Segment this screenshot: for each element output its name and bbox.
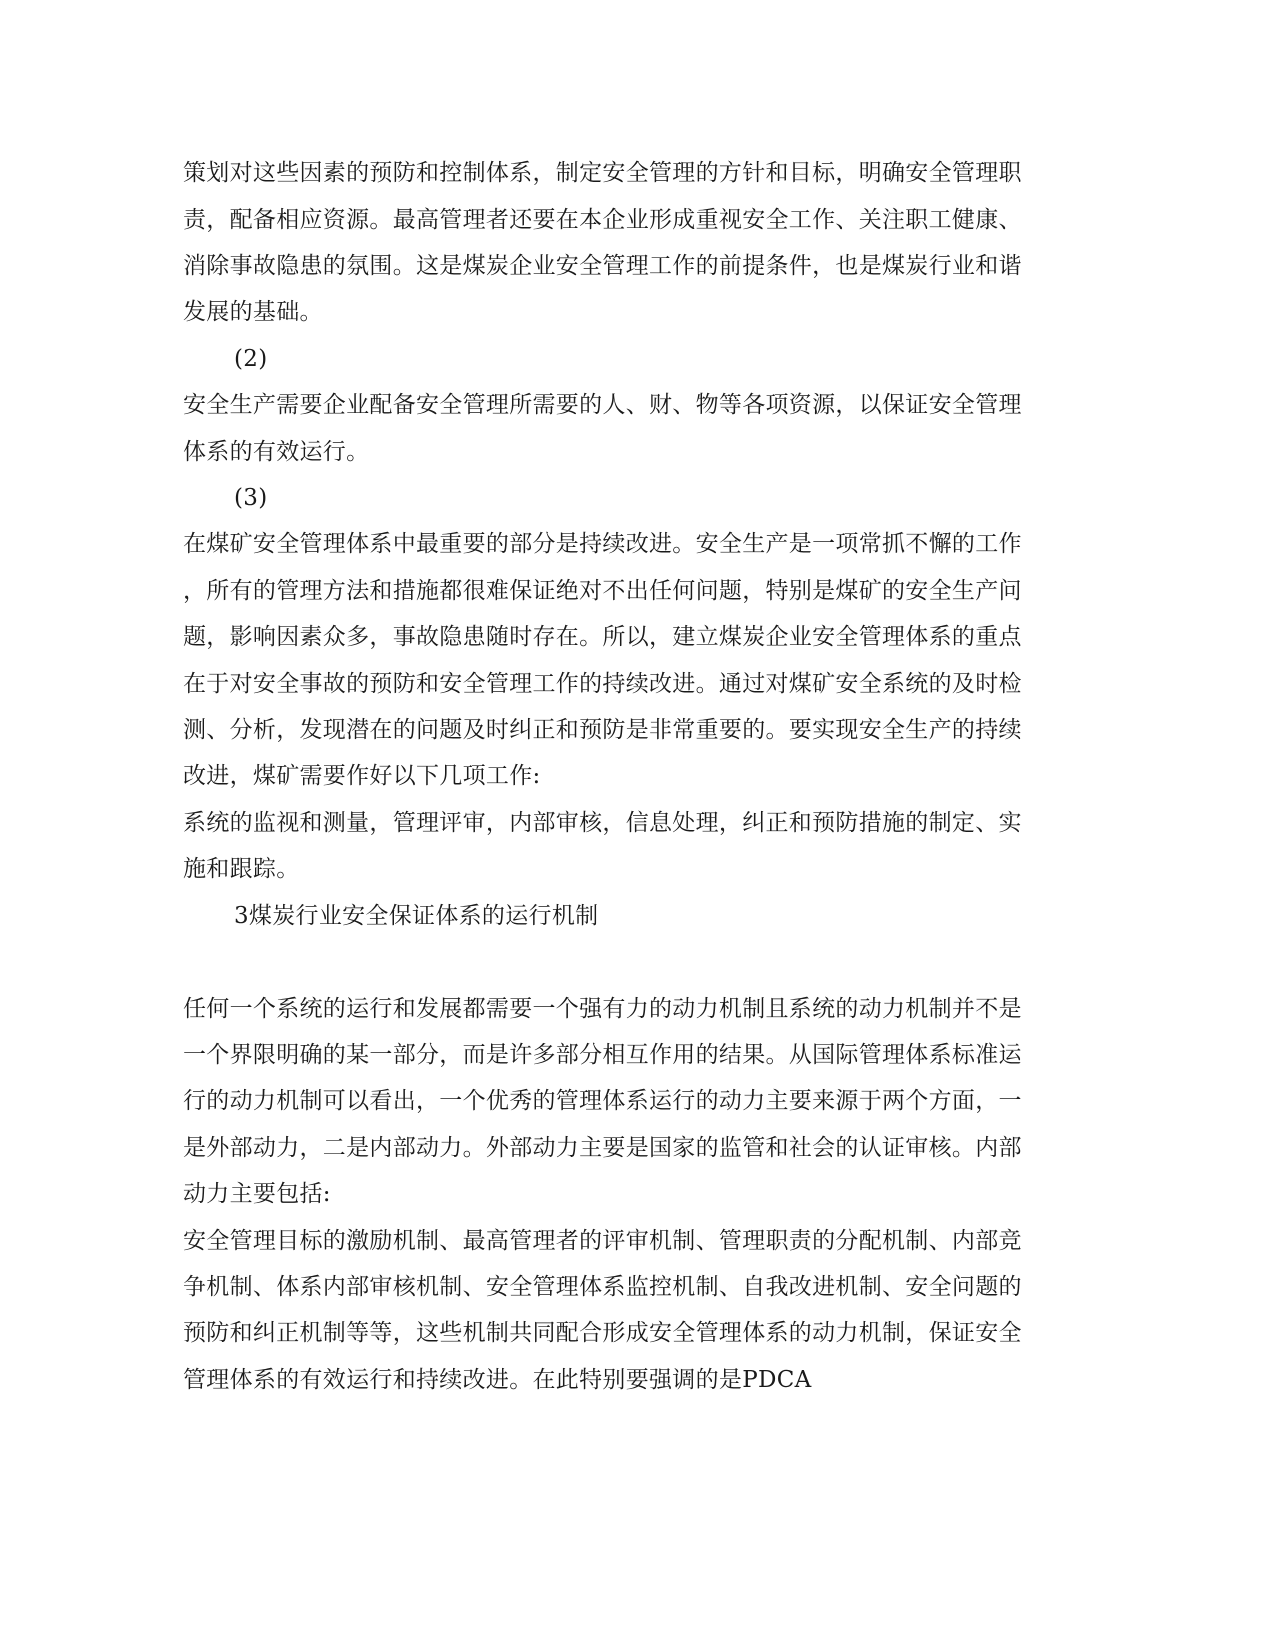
paragraph-line: ，所有的管理方法和措施都很难保证绝对不出任何问题，特别是煤矿的安全生产问: [183, 578, 1022, 604]
paragraph-line: 策划对这些因素的预防和控制体系，制定安全管理的方针和目标，明确安全管理职: [183, 160, 1022, 186]
paragraph-line: 在煤矿安全管理体系中最重要的部分是持续改进。安全生产是一项常抓不懈的工作: [183, 531, 1022, 557]
paragraph-line: 是外部动力，二是内部动力。外部动力主要是国家的监管和社会的认证审核。内部: [183, 1135, 1022, 1161]
paragraph-line: 体系的有效运行。: [183, 439, 370, 465]
paragraph-line: 改进，煤矿需要作好以下几项工作:: [183, 763, 541, 789]
paragraph-line: 安全生产需要企业配备安全管理所需要的人、财、物等各项资源，以保证安全管理: [183, 392, 1022, 418]
paragraph-line: 任何一个系统的运行和发展都需要一个强有力的动力机制且系统的动力机制并不是: [183, 996, 1022, 1022]
paragraph-line: 安全管理目标的激励机制、最高管理者的评审机制、管理职责的分配机制、内部竞: [183, 1228, 1022, 1254]
paragraph-line: 行的动力机制可以看出，一个优秀的管理体系运行的动力主要来源于两个方面，一: [183, 1088, 1022, 1114]
paragraph-line: 题，影响因素众多，事故隐患随时存在。所以，建立煤炭企业安全管理体系的重点: [183, 624, 1022, 650]
paragraph-line: 预防和纠正机制等等，这些机制共同配合形成安全管理体系的动力机制，保证安全: [183, 1320, 1022, 1346]
paragraph-line: 责，配备相应资源。最高管理者还要在本企业形成重视安全工作、关注职工健康、: [183, 207, 1022, 233]
paragraph-line: 施和跟踪。: [183, 856, 300, 882]
paragraph-line: 测、分析，发现潜在的问题及时纠正和预防是非常重要的。要实现安全生产的持续: [183, 717, 1022, 743]
paragraph-line: 发展的基础。: [183, 299, 323, 325]
paragraph-line: 管理体系的有效运行和持续改进。在此特别要强调的是PDCA: [183, 1367, 812, 1393]
paragraph-line: 一个界限明确的某一部分，而是许多部分相互作用的结果。从国际管理体系标准运: [183, 1042, 1022, 1068]
paragraph-line: 系统的监视和测量，管理评审，内部审核，信息处理，纠正和预防措施的制定、实: [183, 810, 1022, 836]
list-number: (2): [234, 346, 268, 372]
paragraph-line: 争机制、体系内部审核机制、安全管理体系监控机制、自我改进机制、安全问题的: [183, 1274, 1022, 1300]
paragraph-line: 消除事故隐患的氛围。这是煤炭企业安全管理工作的前提条件，也是煤炭行业和谐: [183, 253, 1022, 279]
section-heading: 3煤炭行业安全保证体系的运行机制: [234, 903, 599, 929]
paragraph-line: 在于对安全事故的预防和安全管理工作的持续改进。通过对煤矿安全系统的及时检: [183, 671, 1022, 697]
list-number: (3): [234, 485, 268, 511]
paragraph-line: 动力主要包括:: [183, 1181, 331, 1207]
